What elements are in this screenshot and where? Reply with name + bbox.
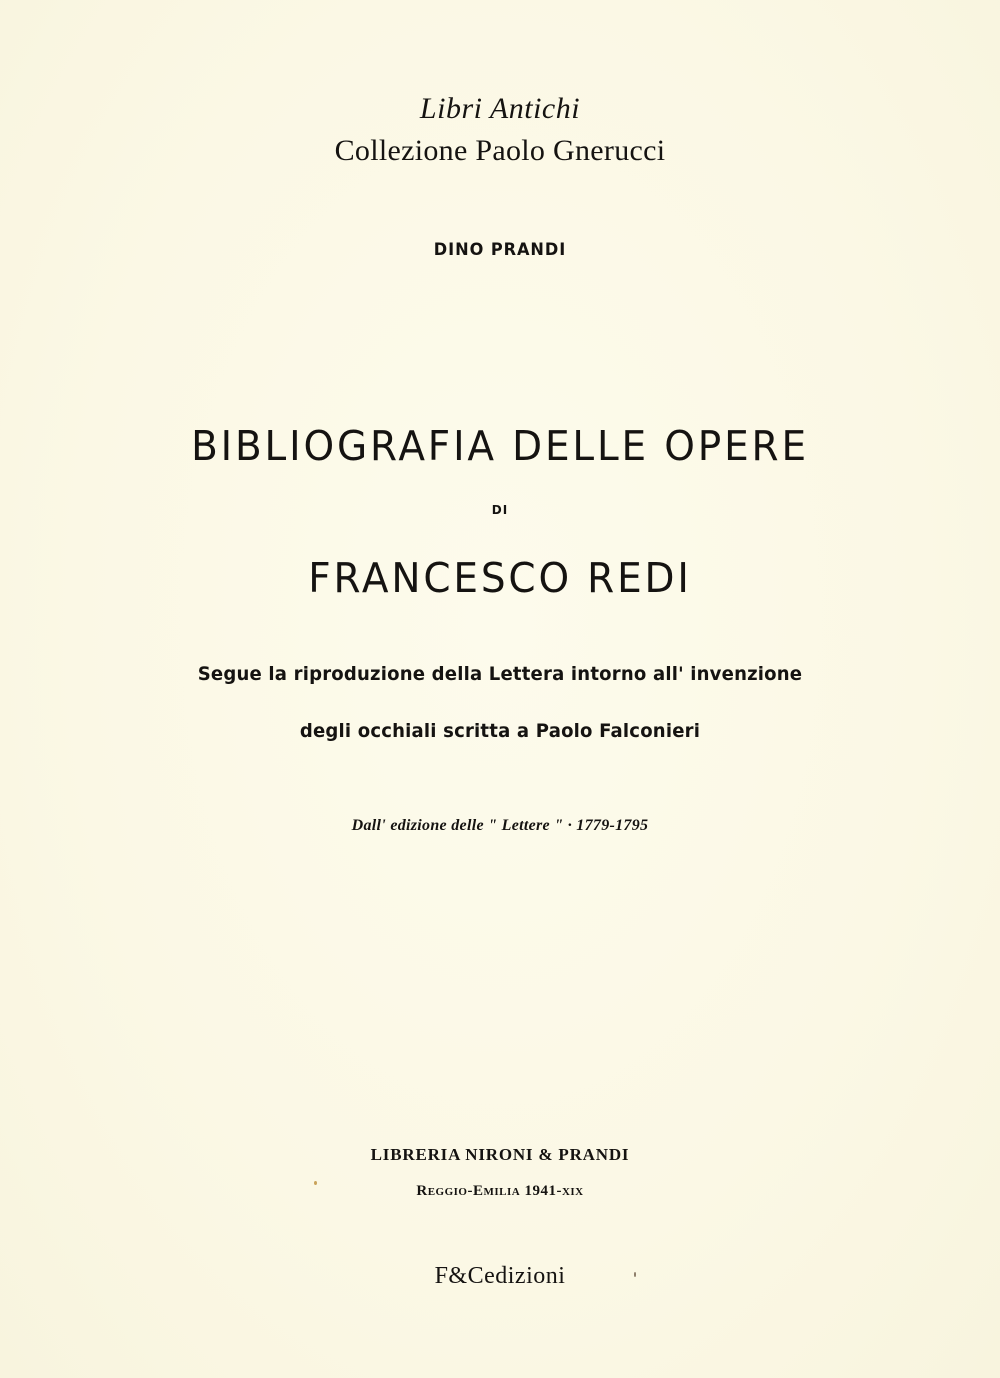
collection-name: Collezione Paolo Gnerucci (334, 134, 666, 167)
description-line-1: Segue la riproduzione della Lettera intorno all' invenzione (197, 663, 803, 685)
imprint: F&Cedizioni (434, 1263, 566, 1289)
title-connector: DI (491, 503, 509, 517)
book-subject: FRANCESCO REDI (308, 554, 692, 602)
edition-note: Dall' edizione delle " Lettere " · 1779-1795 (351, 817, 649, 834)
series-title: Libri Antichi (419, 92, 581, 125)
paper-speck (634, 1272, 636, 1277)
book-title: BIBLIOGRAFIA DELLE OPERE (191, 422, 809, 470)
place-and-date: Reggio-Emilia 1941-xix (416, 1183, 584, 1199)
publisher-name: LIBRERIA NIRONI & PRANDI (370, 1145, 630, 1164)
description-line-2: degli occhiali scritta a Paolo Falconieri (299, 720, 701, 742)
author-name: DINO PRANDI (433, 240, 567, 260)
paper-speck (314, 1181, 317, 1185)
